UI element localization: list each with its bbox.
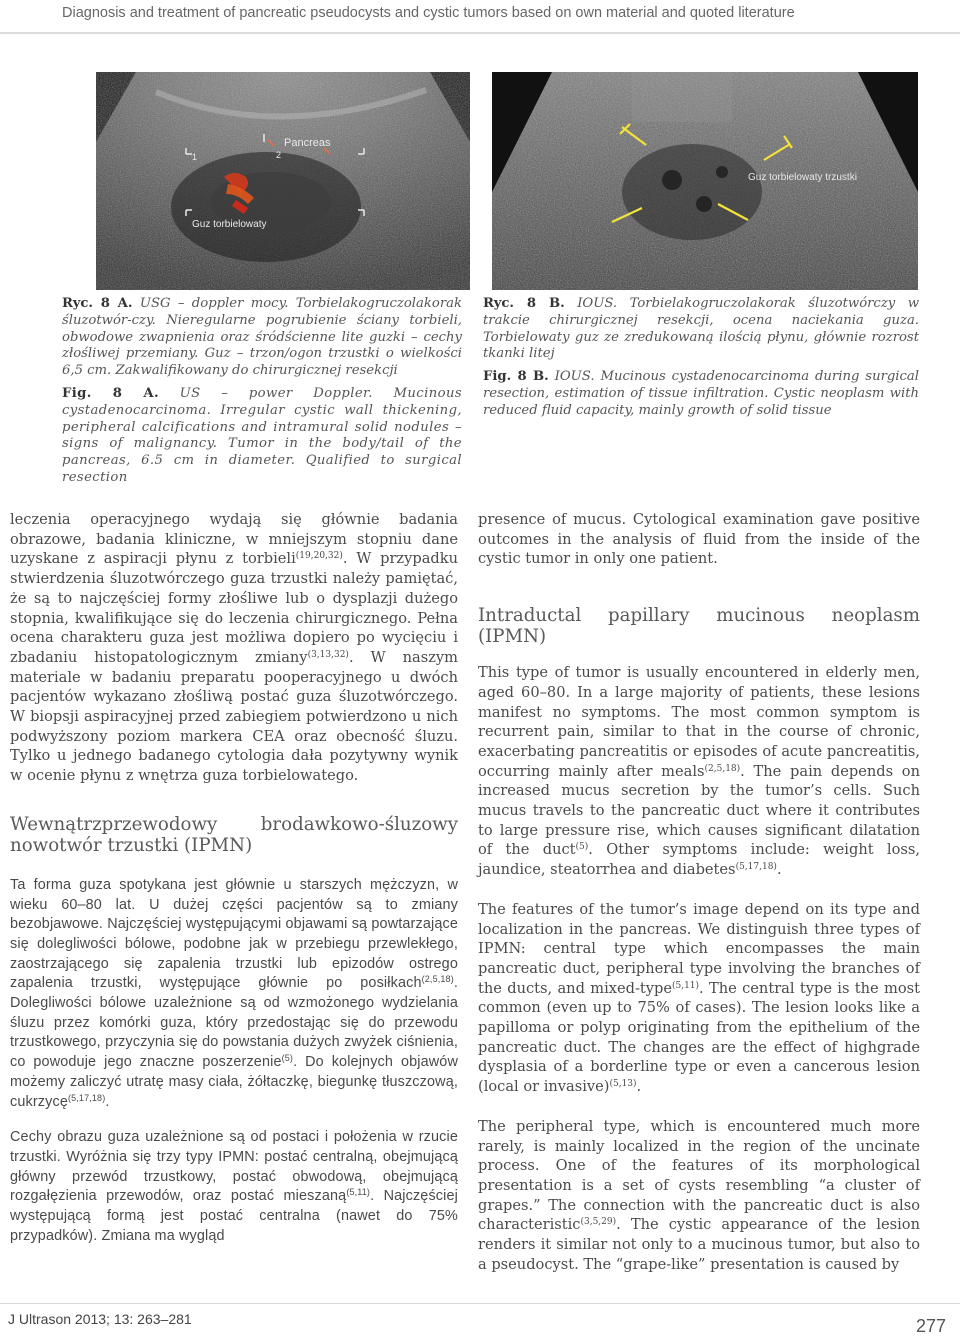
running-header [0,0,960,34]
left-paragraph-2: Ta forma guza spotykana jest głównie u starszych mężczyzn, w wieku 60–80 lat. U dużej części pacjentów są to zmiany bezobjawowe. Najczęściej występującymi objawami są powtarzające się dolegliwości bólowe, podobne jak w przebiegu przewlekłego, zaostrzającego się zapalenia trzustki lub epizodów ostrego zapalenia trzustki, występujące głównie po posiłkach$^{(2,5,18)}$. Dolegliwości bólowe uzależnione są od wzmożonego wydzielania śluzu przez komórki guza, który przedostając się do przewodu trzustkowego, przyczynia się do powstania dużych zwyżek ciśnienia, co powoduje jego znaczne poszerzenie$^{(5)}$. Do kolejnych objawów możemy zaliczyć utratę masy ciała, żółtaczkę, biegunkę tłuszczową, cukrzycę$^{(5,17,18)}$. [10,876,458,1110]
figure-8b-caption-pl-label: Ryc. 8 B. [483,296,565,311]
right-paragraph-3: The peripheral type, which is encountered much more rarely, is mainly localized in the region of the uncinate process. One of the features of its morphological presentation is a set of cysts resembling “a cluster of grapes.” The connection with the pancreatic duct is also characteristic$^{(3,5,29)}$. The cystic appearance of the lesion renders it similar not only to a mucinous tumor, but also to a pseudocyst. The “grape-like” presentation is caused by [478,1117,920,1273]
right-paragraph-0: presence of mucus. Cytological examination gave positive outcomes in the analysis of fluid from the inside of the cystic tumor in only one patient. [478,511,920,568]
citation: (19,20,32) [295,551,343,562]
citation: (2,5,18) [704,763,741,774]
citation: (5,11) [671,980,700,991]
figure-8a-caption [62,296,462,487]
figure-8b-caption-pl: IOUS. Torbielakogruczolakorak śluzotwórczy w trakcie chirurgicznej resekcji, ocena naciekania guza. Torbielowaty guz ze zredukowaną ilością płynu, głównie rozrost tkanki litej [483,296,919,362]
figure-8a-caption-pl-label: Ryc. 8 A. [62,296,133,311]
left-paragraph-3: Cechy obrazu guza uzależnione są od postaci i położenia w rzucie trzustki. Wyróżnia się trzy typy IPMN: postać centralną, obejmującą główny przewód trzustkowy, postać obwodową, obejmującą rozgałęzienia przewodów, oraz postać mieszaną$^{(5,11)}$. Najczęściej występującą formą jest postać centralna (nawet do 75% przypadków). Zmiana ma wygląd [10,1129,458,1244]
citation: (5,13) [609,1079,637,1090]
left-text-column [10,510,458,1247]
right-text-column [478,510,920,1275]
running-title: Diagnosis and treatment of pancreatic pseudocysts and cystic tumors based on own material and quoted literature [62,5,795,21]
figure-8a-ultrasound-image [96,72,470,290]
footer-divider [0,1303,960,1304]
citation: (3,13,32) [307,649,349,660]
figure-8a-caption-pl: USG – doppler mocy. Torbielakogruczolakorak śluzotwór-czy. Nieregularne pogrubienie ściany torbieli, obwodowe zwapnienia oraz śródścienne lite guzki – cechy złośliwej przemiany. Guz – trzon/ogon trzustki o wielkości 6,5 cm. Zakwalifikowany do chirurgicznej resekcji [62,296,462,379]
figure-8b-caption-en: IOUS. Mucinous cystadenocarcinoma during surgical resection, estimation of tissue infiltration. Cystic neoplasm with reduced fluid capacity, mainly growth of solid tissue [483,369,919,418]
figure-8a-caption-en-label: Fig. 8 A. [62,385,160,401]
figure-8b-caption-en-label: Fig. 8 B. [483,369,549,385]
header-divider [0,32,960,34]
journal-citation: J Ultrason 2013; 13: 263–281 [8,1311,192,1327]
figure-8a-label-pancreas: Pancreas [284,137,331,149]
figure-8a-marker-1: 1 [192,152,198,162]
figure-8a-caption-en: US – power Doppler. Mucinous cystadenocarcinoma. Irregular cystic wall thickening, peripheral calcifications and intramural solid nodules – signs of malignancy. Tumor in the body/tail of the pancreas, 6.5 cm in diameter. Qualified to surgical resection [62,385,463,485]
figure-8b-ultrasound-image [492,72,918,290]
citation: (2,5,18) [421,974,454,985]
citation: (5) [575,842,589,853]
figure-8a-marker-2: 2 [276,150,282,160]
citation: (5,11) [346,1187,371,1198]
figure-8b-label-tumor: Guz torbielowaty trzustki [748,172,857,183]
left-section-heading: Wewnątrzprzewodowy brodawkowo-śluzowy nowotwór trzustki (IPMN) [10,813,458,856]
left-paragraph-1: leczenia operacyjnego wydają się głównie badania obrazowe, badania kliniczne, w mniejszym stopniu dane uzyskane z aspiracji płynu z torbieli$^{(19,20,32)}$. W przypadku stwierdzenia śluzotwórczego guza trzustki należy pamiętać, że są to najczęściej formy złośliwe lub o dysplazji dużego stopnia, kwalifikujące się do leczenia chirurgicznego. Pełna ocena charakteru guza jest możliwa dopiero po wycięciu i zbadaniu histopatologicznym zmiany$^{(3,13,32)}$. W naszym materiale w badaniu preparatu pooperacyjnego u dwóch pacjentów wykazano złośliwą postać guza śluzotwórczego. W biopsji aspiracyjnej przed zabiegiem potwierdzono u nich podwyższony poziom markera CEA oraz obecność śluzu. Tylko u jednego badanego cytologia dała pozytywny wynik w ocenie płynu z wnętrza guza torbielowatego. [10,511,459,785]
right-paragraph-2: The features of the tumor’s image depend on its type and localization in the pancreas. We distinguish three types of IPMN: central type which encompasses the main pancreatic duct, peripheral type involving the branches of the ducts, and mixed-type$^{(5,11)}$. The central type is the most common (even up to 75% of cases). The lesion looks like a papilloma or polyp originating from the epithelium of the pancreatic duct. The changes are the effect of highgrade dysplasia of a borderline type or even a cancerous lesion (local or invasive)$^{(5,13)}$. [478,900,920,1096]
citation: (3,5,29) [580,1217,617,1228]
figure-8b-caption [483,296,919,420]
right-paragraph-1: This type of tumor is usually encountered in elderly men, aged 60–80. In a large majority of patients, these lesions manifest no symptoms. The most common symptom is recurrent pain, similar to that in the course of chronic, exacerbating pancreatitis or episodes of acute pancreatitis, occurring mainly after meals$^{(2,5,18)}$. The pain depends on increased mucus secretion by the tumor’s cells. Such mucus travels to the pancreatic duct where it contributes to large pressure rise, which causes significant dilatation of the duct$^{(5)}$. Other symptoms include: weight loss, jaundice, steatorrhea and diabetes$^{(5,17,18)}$. [478,664,920,879]
page-number: 277 [916,1316,947,1336]
right-section-heading: Intraductal papillary mucinous neoplasm (IPMN) [478,605,920,648]
citation: (5,17,18) [67,1092,106,1103]
figure-8a-label-tumor: Guz torbielowaty [192,219,267,230]
citation: (5) [281,1053,294,1064]
citation: (5,17,18) [735,862,777,873]
